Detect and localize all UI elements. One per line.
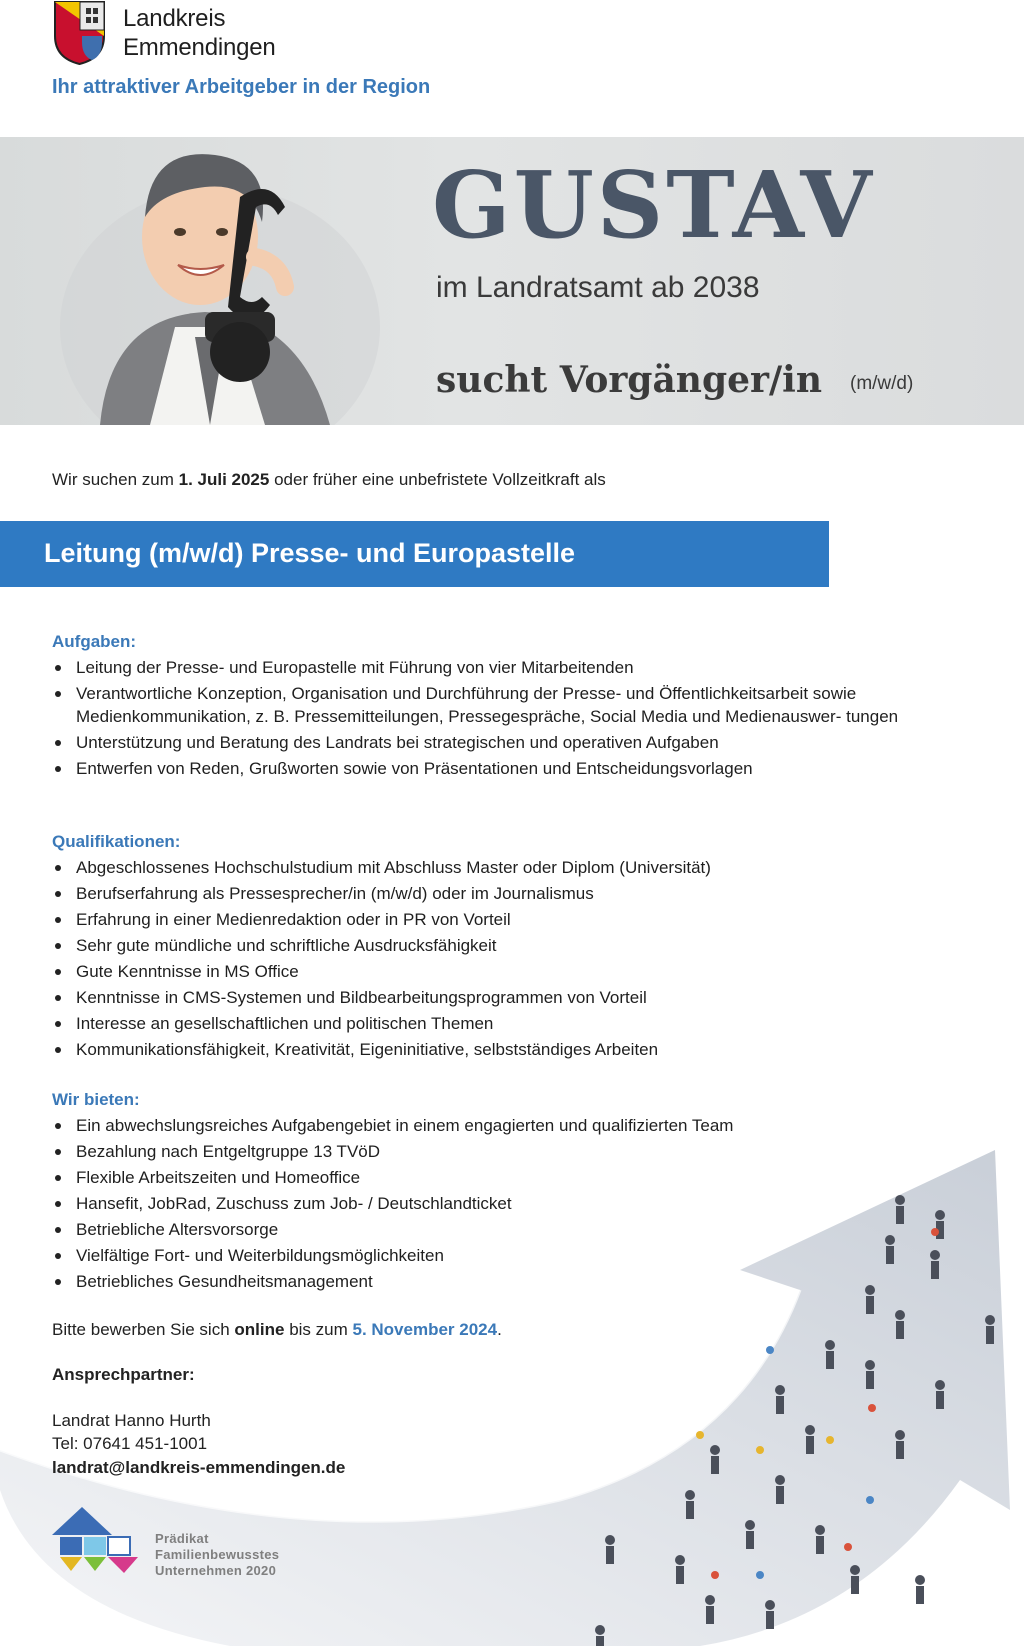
list-item: Verantwortliche Konzeption, Organisation und Durchführung der Presse- und Öffentlichkeitsarbeit sowie Medienkommunikation, z. B. Pressemitteilungen, Pressegespräche, Social Media und Medienauswer- tungen [52,682,962,728]
angebot-list [52,1114,962,1296]
contact-phone[interactable]: Tel: 07641 451-1001 [52,1434,208,1453]
family-award-logo [52,1505,138,1577]
list-item: Erfahrung in einer Medienredaktion oder in PR von Vorteil [52,908,962,931]
badge-line3: Unternehmen 2020 [155,1563,277,1578]
list-item: Sehr gute mündliche und schriftliche Ausdrucksfähigkeit [52,934,962,957]
list-item: Flexible Arbeitszeiten und Homeoffice [52,1166,962,1189]
banner-cta-suffix: (m/w/d) [850,373,914,394]
list-item: Betriebliche Altersvorsorge [52,1218,962,1241]
job-title-bar [0,521,829,587]
intro-date: 1. Juli 2025 [178,470,270,489]
intro-prefix: Wir suchen zum [52,470,174,489]
apply-prefix: Bitte bewerben Sie sich [52,1320,230,1339]
badge-line2: Familienbewusstes [155,1547,280,1562]
child-with-phone-illustration [0,137,420,425]
contact-name: Landrat Hanno Hurth [52,1411,211,1430]
apply-end: . [497,1320,502,1339]
banner-cta: sucht Vorgänger/in [436,359,823,401]
coat-of-arms-logo [52,0,107,66]
hero-banner [0,137,1024,425]
intro-line [52,470,606,490]
apply-deadline: 5. November 2024 [352,1320,498,1339]
list-item: Kommunikationsfähigkeit, Kreativität, Eigeninitiative, selbstständiges Arbeiten [52,1038,962,1061]
list-item: Gute Kenntnisse in MS Office [52,960,962,983]
contact-email-link[interactable]: landrat@landkreis-emmendingen.de [52,1458,346,1477]
section-heading-qualifikationen: Qualifikationen: [52,832,181,851]
list-item: Entwerfen von Reden, Grußworten sowie von Präsentationen und Entscheidungsvorlagen [52,757,962,780]
banner-subline: im Landratsamt ab 2038 [436,271,760,304]
list-item: Unterstützung und Beratung des Landrats bei strategischen und operativen Aufgaben [52,731,962,754]
section-heading-aufgaben: Aufgaben: [52,632,137,651]
list-item: Berufserfahrung als Pressesprecher/in (m/w/d) oder im Journalismus [52,882,962,905]
badge-line1: Prädikat [155,1531,209,1546]
brand-name-line2: Emmendingen [123,34,276,61]
apply-middle: bis zum [289,1320,348,1339]
job-title: Leitung (m/w/d) Presse- und Europastelle [44,538,576,568]
list-item: Ein abwechslungsreiches Aufgabengebiet in einem engagierten und qualifizierten Team [52,1114,962,1137]
banner-headline: GUSTAV [432,151,875,259]
apply-mode: online [234,1320,285,1339]
tagline: Ihr attraktiver Arbeitgeber in der Region [52,76,431,98]
list-item: Interesse an gesellschaftlichen und politischen Themen [52,1012,962,1035]
intro-suffix: oder früher eine unbefristete Vollzeitkraft als [274,470,606,489]
list-item: Bezahlung nach Entgeltgruppe 13 TVöD [52,1140,962,1163]
apply-instructions [52,1320,502,1340]
list-item: Betriebliches Gesundheitsmanagement [52,1270,962,1293]
contact-heading: Ansprechpartner: [52,1365,195,1384]
list-item: Kenntnisse in CMS-Systemen und Bildbearbeitungsprogrammen von Vorteil [52,986,962,1009]
list-item: Leitung der Presse- und Europastelle mit Führung von vier Mitarbeitenden [52,656,962,679]
qualifikationen-list [52,856,962,1064]
section-heading-angebot: Wir bieten: [52,1090,140,1109]
list-item: Vielfältige Fort- und Weiterbildungsmöglichkeiten [52,1244,962,1267]
brand-name-line1: Landkreis [123,5,226,32]
list-item: Hansefit, JobRad, Zuschuss zum Job- / Deutschlandticket [52,1192,962,1215]
aufgaben-list [52,656,962,783]
list-item: Abgeschlossenes Hochschulstudium mit Abschluss Master oder Diplom (Universität) [52,856,962,879]
